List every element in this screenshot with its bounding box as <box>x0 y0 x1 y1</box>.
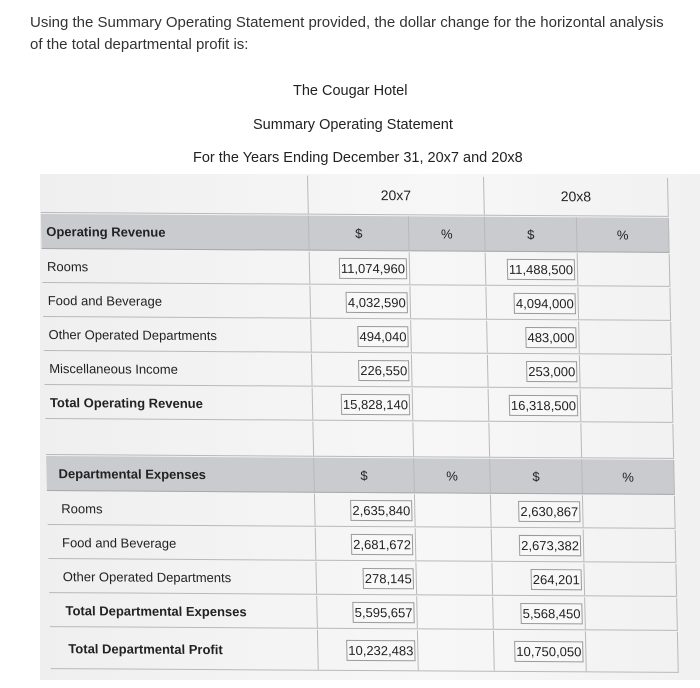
value-y2: 5,568,450 <box>520 602 582 623</box>
value-y2: 2,630,867 <box>518 500 580 521</box>
value-y2: 10,750,050 <box>514 640 584 661</box>
value-y2: 2,673,382 <box>519 534 581 555</box>
value-y1: 278,145 <box>363 567 414 588</box>
value-y2: 11,488,500 <box>507 258 576 279</box>
expense-header-row <box>46 456 675 495</box>
expense-dollar-y2: $ <box>490 459 583 494</box>
row-label: Total Departmental Profit <box>50 628 319 670</box>
year-2-label: 20x8 <box>560 188 592 205</box>
profit-row <box>50 628 679 673</box>
table-row <box>48 526 677 563</box>
row-label: Total Departmental Expenses <box>49 594 318 628</box>
value-y1: 2,635,840 <box>350 499 412 520</box>
expense-pct-y2: % <box>582 459 675 494</box>
value-y1: 11,074,960 <box>339 257 408 278</box>
row-label: Food and Beverage <box>48 526 317 560</box>
year-1-label: 20x7 <box>380 187 412 204</box>
row-label: Miscellaneous Income <box>44 352 313 386</box>
operating-statement-table <box>40 174 679 688</box>
company-name: The Cougar Hotel <box>293 83 408 99</box>
value-y1: 10,232,483 <box>346 639 416 660</box>
statement-photo <box>40 174 700 680</box>
value-y1: 5,595,657 <box>352 601 414 622</box>
revenue-header-row <box>41 214 670 253</box>
table-row <box>42 250 671 287</box>
table-row <box>42 284 671 321</box>
year-header-row <box>40 174 669 217</box>
row-label: Other Operated Departments <box>43 318 312 352</box>
value-y2: 4,094,000 <box>514 292 576 313</box>
row-label: Rooms <box>47 492 316 526</box>
table-row <box>47 492 676 529</box>
revenue-dollar-y1: $ <box>309 216 410 251</box>
row-label: Food and Beverage <box>42 284 311 318</box>
table-row <box>48 560 677 597</box>
statement-title: Summary Operating Statement <box>253 117 453 133</box>
revenue-header-label: Operating Revenue <box>41 214 310 250</box>
row-label: Rooms <box>42 250 311 284</box>
value-y2: 253,000 <box>526 360 577 381</box>
table-row <box>44 352 673 389</box>
expense-header-label: Departmental Expenses <box>46 456 315 492</box>
value-y1: 226,550 <box>358 359 409 380</box>
expense-dollar-y1: $ <box>314 458 415 493</box>
statement-period: For the Years Ending December 31, 20x7 and 20x8 <box>193 150 523 166</box>
value-y1: 4,032,590 <box>346 291 408 312</box>
table-row <box>49 594 678 631</box>
value-y2: 483,000 <box>525 326 576 347</box>
value-y1: 15,828,140 <box>341 393 411 414</box>
question-text: Using the Summary Operating Statement provided, the dollar change for the horizontal analysis of the total departmental profit is: <box>30 14 664 53</box>
value-y2: 16,318,500 <box>509 394 579 415</box>
table-row <box>43 318 672 355</box>
value-y1: 2,681,672 <box>351 533 413 554</box>
revenue-dollar-y2: $ <box>485 217 578 252</box>
expense-pct-y1: % <box>414 458 491 492</box>
row-label: Other Operated Departments <box>48 560 317 594</box>
table-row <box>45 386 674 423</box>
value-y1: 494,040 <box>357 325 408 346</box>
revenue-pct-y1: % <box>409 216 486 250</box>
spacer-row <box>45 420 674 459</box>
row-label: Total Operating Revenue <box>45 386 314 420</box>
revenue-pct-y2: % <box>577 217 670 252</box>
value-y2: 264,201 <box>531 569 582 590</box>
